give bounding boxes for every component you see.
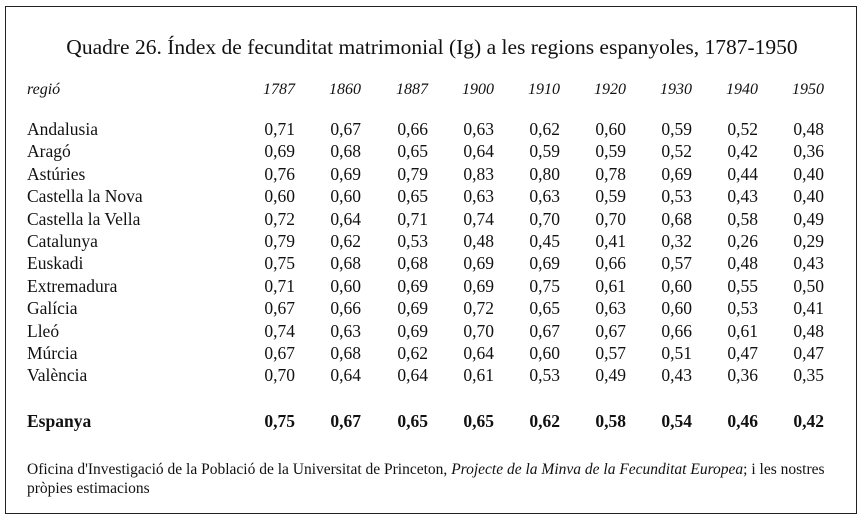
index-value: 0,62: [330, 231, 361, 251]
region-name: Múrcia: [27, 343, 78, 363]
index-value: 0,49: [793, 208, 824, 229]
year-header: 1950: [792, 81, 824, 98]
source-text: Oficina d'Investigació de la Població de la Universitat de Princeton,: [27, 461, 452, 478]
index-value: 0,74: [463, 208, 494, 229]
index-value: 0,79: [264, 231, 295, 251]
index-value: 0,42: [727, 141, 758, 162]
region-name: Euskadi: [27, 253, 84, 274]
table-row: [6, 209, 858, 231]
table-row: [6, 164, 858, 186]
index-value: 0,41: [793, 298, 824, 319]
index-value: 0,69: [264, 141, 295, 162]
index-value: 0,70: [529, 208, 560, 229]
region-name: Galícia: [27, 298, 78, 319]
region-name: Extremadura: [27, 275, 118, 296]
index-value: 0,72: [463, 298, 494, 319]
year-header: 1900: [462, 81, 494, 98]
index-value: 0,65: [397, 186, 428, 207]
index-value: 0,70: [595, 208, 626, 229]
index-value: 0,71: [397, 208, 428, 229]
year-header: 1787: [263, 81, 295, 98]
index-value: 0,60: [529, 343, 560, 363]
index-value: 0,60: [661, 275, 692, 296]
index-value: 0,70: [463, 320, 494, 341]
table-row: [6, 276, 858, 298]
index-value: 0,75: [529, 275, 560, 296]
index-value: 0,62: [529, 119, 560, 139]
index-value: 0,65: [529, 298, 560, 319]
index-value: 0,67: [330, 119, 361, 139]
index-value: 0,59: [595, 141, 626, 162]
index-value: 0,48: [463, 231, 494, 251]
index-value: 0,68: [330, 343, 361, 363]
index-value: 0,53: [529, 365, 560, 386]
index-value: 0,40: [793, 163, 824, 184]
index-value: 0,67: [264, 298, 295, 319]
index-value: 0,68: [397, 253, 428, 274]
index-value: 0,48: [793, 119, 824, 139]
index-value: 0,53: [727, 298, 758, 319]
index-value: 0,48: [727, 253, 758, 274]
table-row: [6, 119, 858, 141]
index-value: 0,69: [330, 163, 361, 184]
index-value: 0,64: [397, 365, 428, 386]
index-value: 0,64: [330, 208, 361, 229]
index-value: 0,68: [330, 253, 361, 274]
index-value: 0,32: [661, 231, 692, 251]
index-value: 0,67: [330, 411, 361, 431]
index-value: 0,53: [661, 186, 692, 207]
index-value: 0,55: [727, 275, 758, 296]
index-value: 0,52: [727, 119, 758, 139]
index-value: 0,57: [661, 253, 692, 274]
year-header: 1910: [528, 81, 560, 98]
index-value: 0,35: [793, 365, 824, 386]
index-value: 0,72: [264, 208, 295, 229]
index-value: 0,60: [661, 298, 692, 319]
region-name: Castella la Nova: [27, 186, 143, 207]
index-value: 0,63: [463, 119, 494, 139]
index-value: 0,62: [397, 343, 428, 363]
index-value: 0,43: [727, 186, 758, 207]
year-header: 1940: [726, 81, 758, 98]
index-value: 0,29: [793, 231, 824, 251]
index-value: 0,63: [595, 298, 626, 319]
index-value: 0,40: [793, 186, 824, 207]
index-value: 0,60: [595, 119, 626, 139]
index-value: 0,66: [661, 320, 692, 341]
index-value: 0,71: [264, 275, 295, 296]
index-value: 0,59: [661, 119, 692, 139]
index-value: 0,71: [264, 119, 295, 139]
index-value: 0,83: [463, 163, 494, 184]
index-value: 0,66: [397, 119, 428, 139]
index-value: 0,26: [727, 231, 758, 251]
table-row: [6, 365, 858, 387]
index-value: 0,64: [330, 365, 361, 386]
index-value: 0,63: [463, 186, 494, 207]
index-value: 0,69: [463, 275, 494, 296]
index-value: 0,36: [793, 141, 824, 162]
index-value: 0,42: [793, 411, 824, 431]
index-value: 0,69: [397, 320, 428, 341]
index-value: 0,69: [397, 298, 428, 319]
region-name: València: [27, 365, 88, 386]
index-value: 0,61: [727, 320, 758, 341]
index-value: 0,57: [595, 343, 626, 363]
region-name: Astúries: [27, 163, 86, 184]
index-value: 0,48: [793, 320, 824, 341]
index-value: 0,61: [595, 275, 626, 296]
index-value: 0,59: [529, 141, 560, 162]
index-value: 0,52: [661, 141, 692, 162]
index-value: 0,47: [793, 343, 824, 363]
year-header: 1930: [660, 81, 692, 98]
index-value: 0,69: [463, 253, 494, 274]
index-value: 0,69: [529, 253, 560, 274]
header-row: [6, 81, 858, 103]
table-title: Quadre 26. Índex de fecunditat matrimonial (Ig) a les regions espanyoles, 1787-1950: [66, 35, 798, 59]
region-name: Lleó: [27, 320, 60, 341]
index-value: 0,63: [330, 320, 361, 341]
table-row: [6, 141, 858, 163]
year-header: 1860: [329, 81, 361, 98]
index-value: 0,67: [529, 320, 560, 341]
index-value: 0,75: [264, 253, 295, 274]
index-value: 0,70: [264, 365, 295, 386]
index-value: 0,60: [330, 186, 361, 207]
table-row: [6, 186, 858, 208]
index-value: 0,49: [595, 365, 626, 386]
index-value: 0,36: [727, 365, 758, 386]
index-value: 0,79: [397, 163, 428, 184]
index-value: 0,67: [264, 343, 295, 363]
source-project-title: Projecte de la Minva de la Fecunditat Europea: [451, 461, 744, 478]
index-value: 0,58: [595, 411, 626, 431]
year-header: 1920: [594, 81, 626, 98]
index-value: 0,65: [397, 141, 428, 162]
index-value: 0,59: [595, 186, 626, 207]
index-value: 0,68: [661, 208, 692, 229]
table-row: [6, 253, 858, 275]
index-value: 0,47: [727, 343, 758, 363]
index-value: 0,63: [529, 186, 560, 207]
index-value: 0,65: [463, 411, 494, 431]
source-text-end: ; i les nostres pròpies estimacions: [27, 461, 825, 497]
source-note: [27, 460, 843, 498]
index-value: 0,41: [595, 231, 626, 251]
region-name: Aragó: [27, 141, 71, 162]
index-value: 0,43: [661, 365, 692, 386]
index-value: 0,68: [330, 141, 361, 162]
index-value: 0,46: [727, 411, 758, 431]
index-value: 0,62: [529, 411, 560, 431]
index-value: 0,60: [264, 186, 295, 207]
table-row: [6, 343, 858, 365]
index-value: 0,69: [661, 163, 692, 184]
index-value: 0,60: [330, 275, 361, 296]
index-value: 0,43: [793, 253, 824, 274]
index-value: 0,64: [463, 343, 494, 363]
index-value: 0,44: [727, 163, 758, 184]
total-row: [6, 411, 858, 433]
index-value: 0,61: [463, 365, 494, 386]
index-value: 0,51: [661, 343, 692, 363]
index-value: 0,53: [397, 231, 428, 251]
index-value: 0,64: [463, 141, 494, 162]
table-row: [6, 298, 858, 320]
region-name: Andalusia: [27, 119, 98, 139]
index-value: 0,74: [264, 320, 295, 341]
table-row: [6, 231, 858, 253]
index-value: 0,58: [727, 208, 758, 229]
index-value: 0,66: [330, 298, 361, 319]
index-value: 0,78: [595, 163, 626, 184]
year-header: 1887: [396, 81, 428, 98]
index-value: 0,75: [264, 411, 295, 431]
table-frame: [5, 6, 857, 514]
index-value: 0,80: [529, 163, 560, 184]
table-row: [6, 321, 858, 343]
index-value: 0,67: [595, 320, 626, 341]
region-header: regió: [27, 81, 61, 98]
index-value: 0,76: [264, 163, 295, 184]
region-name: Espanya: [27, 411, 92, 431]
region-name: Catalunya: [27, 231, 98, 251]
index-value: 0,65: [397, 411, 428, 431]
index-value: 0,66: [595, 253, 626, 274]
index-value: 0,45: [529, 231, 560, 251]
region-name: Castella la Vella: [27, 208, 141, 229]
index-value: 0,54: [661, 411, 692, 431]
index-value: 0,69: [397, 275, 428, 296]
index-value: 0,50: [793, 275, 824, 296]
